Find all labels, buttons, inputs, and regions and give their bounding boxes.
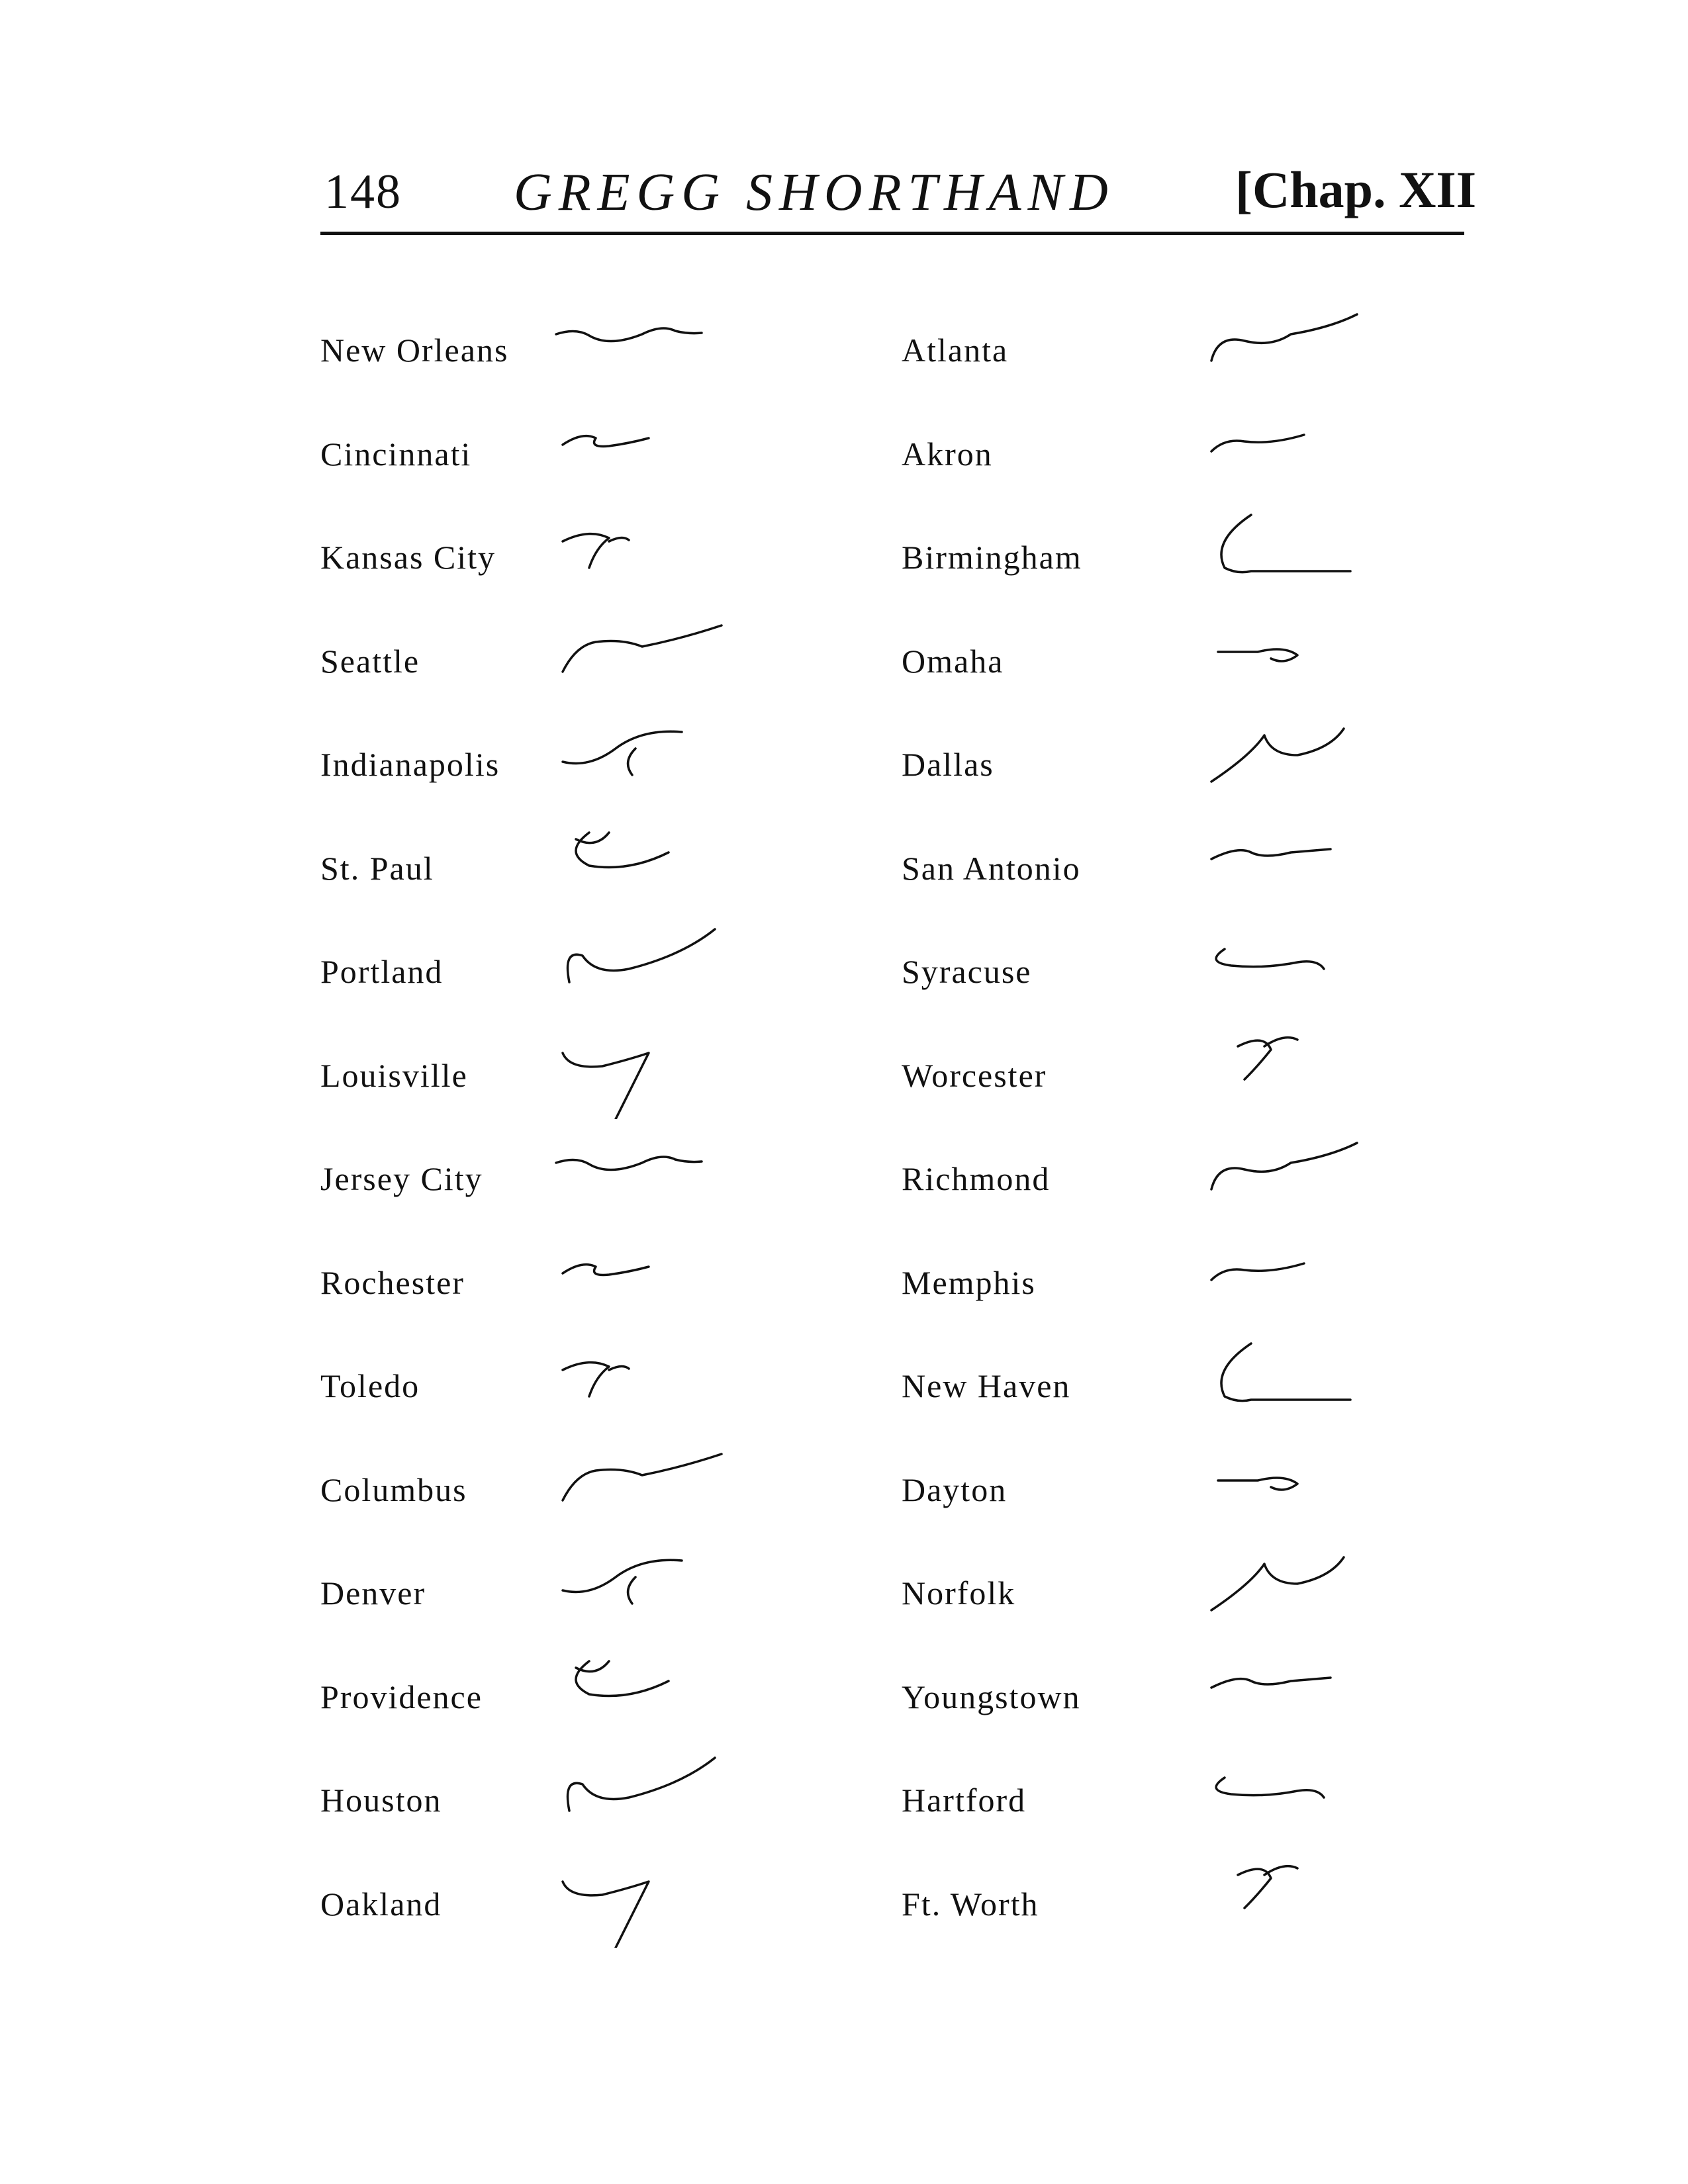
left-city-name: Providence xyxy=(320,1678,483,1715)
running-title: GREGG SHORTHAND xyxy=(514,163,1115,222)
left-shorthand-outline xyxy=(549,813,748,915)
left-shorthand-outline xyxy=(549,1537,748,1640)
left-city-name: Seattle xyxy=(320,642,420,680)
right-shorthand-outline xyxy=(1198,1848,1397,1951)
left-shorthand-outline xyxy=(549,916,748,1019)
right-shorthand-outline xyxy=(1198,916,1397,1019)
right-shorthand-outline xyxy=(1198,295,1397,397)
right-city-name: Atlanta xyxy=(902,332,1009,369)
left-city-name: Oakland xyxy=(320,1885,442,1923)
left-city-name: Indianapolis xyxy=(320,746,500,783)
left-shorthand-outline xyxy=(549,1434,748,1537)
right-city-name: Worcester xyxy=(902,1056,1047,1094)
right-city-name: Richmond xyxy=(902,1160,1051,1197)
right-city-name: Hartford xyxy=(902,1782,1027,1819)
right-city-name: San Antonio xyxy=(902,849,1081,887)
right-city-name: Memphis xyxy=(902,1263,1036,1301)
left-shorthand-outline xyxy=(549,398,748,501)
left-shorthand-outline xyxy=(549,1330,748,1433)
right-shorthand-outline xyxy=(1198,1123,1397,1226)
right-shorthand-outline xyxy=(1198,606,1397,708)
right-shorthand-outline xyxy=(1198,1434,1397,1537)
left-shorthand-outline xyxy=(549,295,748,397)
left-city-name: Columbus xyxy=(320,1471,467,1508)
right-city-name: Dallas xyxy=(902,746,994,783)
left-city-name: Cincinnati xyxy=(320,435,472,473)
left-city-name: Houston xyxy=(320,1782,442,1819)
right-shorthand-outline xyxy=(1198,1641,1397,1744)
right-city-name: Syracuse xyxy=(902,953,1032,990)
right-shorthand-outline xyxy=(1198,709,1397,811)
right-city-name: Dayton xyxy=(902,1471,1008,1508)
right-shorthand-outline xyxy=(1198,1330,1397,1433)
left-shorthand-outline xyxy=(549,606,748,708)
right-city-name: Omaha xyxy=(902,642,1004,680)
left-shorthand-outline xyxy=(549,502,748,604)
right-city-name: New Haven xyxy=(902,1367,1071,1404)
left-shorthand-outline xyxy=(549,1848,748,1951)
left-city-name: Denver xyxy=(320,1574,426,1612)
right-shorthand-outline xyxy=(1198,1537,1397,1640)
left-shorthand-outline xyxy=(549,709,748,811)
right-city-name: Ft. Worth xyxy=(902,1885,1039,1923)
right-city-name: Akron xyxy=(902,435,993,473)
chapter-label: [Chap. XII xyxy=(1235,161,1477,218)
left-shorthand-outline xyxy=(549,1227,748,1330)
left-city-name: Portland xyxy=(320,953,444,990)
right-city-name: Norfolk xyxy=(902,1574,1016,1612)
right-shorthand-outline xyxy=(1198,1020,1397,1122)
right-city-name: Youngstown xyxy=(902,1678,1081,1715)
left-city-name: Rochester xyxy=(320,1263,465,1301)
page-number: 148 xyxy=(324,165,402,219)
left-city-name: Jersey City xyxy=(320,1160,483,1197)
left-city-name: St. Paul xyxy=(320,849,434,887)
left-city-name: Kansas City xyxy=(320,539,496,576)
right-city-name: Birmingham xyxy=(902,539,1082,576)
left-shorthand-outline xyxy=(549,1020,748,1122)
left-shorthand-outline xyxy=(549,1641,748,1744)
header-rule xyxy=(320,232,1464,235)
right-shorthand-outline xyxy=(1198,813,1397,915)
right-shorthand-outline xyxy=(1198,502,1397,604)
left-city-name: Louisville xyxy=(320,1056,468,1094)
right-shorthand-outline xyxy=(1198,1227,1397,1330)
left-city-name: Toledo xyxy=(320,1367,420,1404)
left-shorthand-outline xyxy=(549,1745,748,1847)
right-shorthand-outline xyxy=(1198,1745,1397,1847)
left-shorthand-outline xyxy=(549,1123,748,1226)
left-city-name: New Orleans xyxy=(320,332,509,369)
right-shorthand-outline xyxy=(1198,398,1397,501)
